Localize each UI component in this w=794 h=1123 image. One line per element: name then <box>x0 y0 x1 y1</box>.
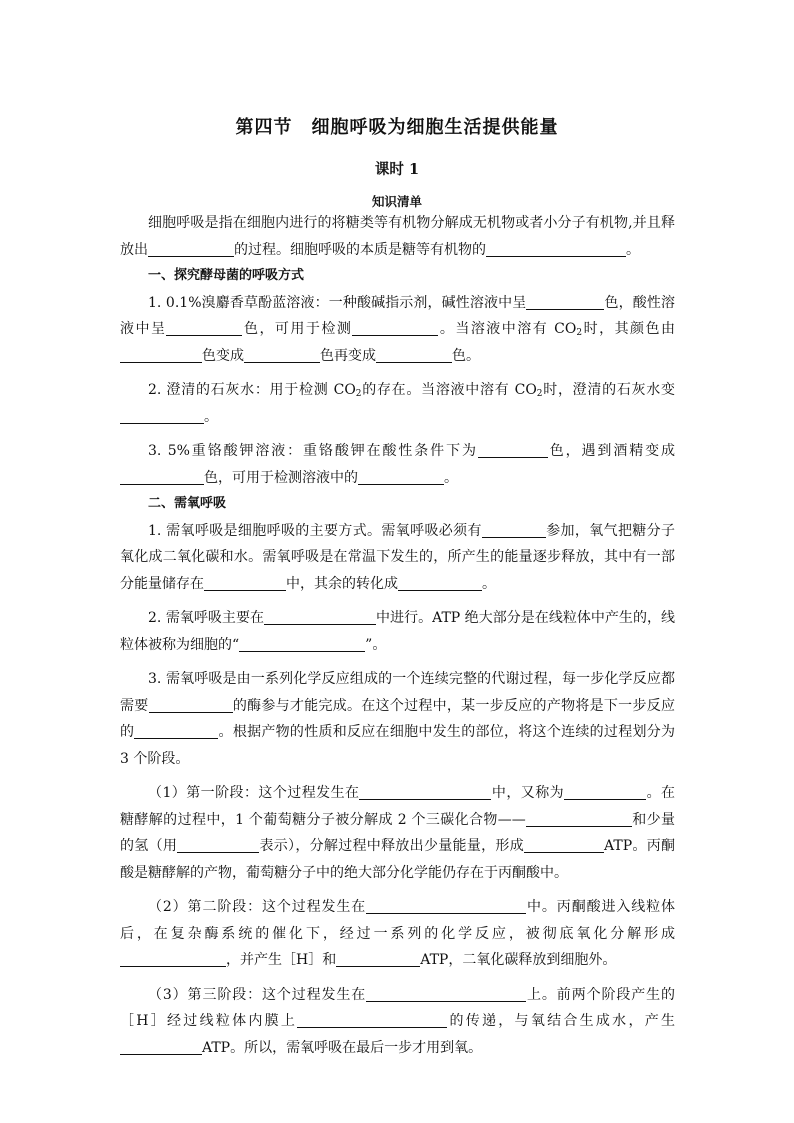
intro-text: 。 <box>626 241 640 258</box>
item-text: 。当溶液中溶有 CO <box>438 321 577 337</box>
item-text: 的传递，与氧结合生成水，产生 <box>447 1013 675 1029</box>
blank <box>134 723 218 739</box>
blank <box>366 986 526 1002</box>
blank <box>336 951 420 967</box>
blank <box>166 320 242 336</box>
item-text: ATP。所以，需氧呼吸在最后一步才用到氧。 <box>202 1039 483 1056</box>
blank <box>120 951 226 967</box>
item-text: ，并产生［H］和 <box>226 952 337 968</box>
blank <box>244 347 320 363</box>
item-text: （1）第一阶段：这个过程发生在 <box>148 785 360 801</box>
intro-paragraph <box>120 210 675 263</box>
subscript: 2 <box>576 328 583 338</box>
worksheet-content <box>120 210 675 1061</box>
intro-text: 的过程。细胞呼吸的本质是糖等有机物的 <box>234 241 486 258</box>
blank <box>366 898 526 914</box>
item-text: 色再变成 <box>320 347 376 364</box>
item-text: 的存在。当溶液中溶有 CO <box>361 382 537 398</box>
blank <box>478 442 548 458</box>
item-text: （3）第三阶段：这个过程发生在 <box>148 986 367 1003</box>
item-mitochondria <box>120 605 675 658</box>
item-text: 中进行。ATP 绝大部分是在线粒体中产生的，线粒体被称为细胞的“ <box>120 610 675 653</box>
item-text: （2）第二阶段：这个过程发生在 <box>148 899 367 915</box>
item-bromothymol <box>120 290 675 370</box>
blank <box>482 522 546 538</box>
intro-text: 细胞呼吸是指在细胞内进行的将糖类等有机物分解成无机物或者小分子有机物,并且释放出 <box>120 215 675 258</box>
blank <box>148 241 234 257</box>
blank <box>297 1012 447 1028</box>
item-text: 3. 5%重铬酸钾溶液：重铬酸钾在酸性条件下为 <box>148 443 478 459</box>
item-metabolic-process <box>120 666 675 772</box>
item-text: 色。 <box>452 347 480 364</box>
item-text: 的酶参与才能完成。在这个过程中，某一步反应的产物将是下一步反应的 <box>120 697 675 740</box>
item-dichromate <box>120 438 675 491</box>
section-label: 知识清单 <box>371 194 422 209</box>
blank <box>526 811 632 827</box>
item-text: 色，遇到酒精变成 <box>547 443 675 459</box>
item-text: 表示），分解过程中释放出少量能量，形成 <box>259 838 525 854</box>
lesson-subtitle: 课时 1 <box>374 161 420 178</box>
stage-three <box>120 982 675 1062</box>
item-text: ”。 <box>365 636 387 653</box>
blank <box>177 837 259 853</box>
blank <box>376 347 452 363</box>
stage-two <box>120 894 675 974</box>
blank <box>359 784 491 800</box>
blank <box>204 575 286 591</box>
item-text: 。 <box>204 408 218 425</box>
item-text: 1. 需氧呼吸是细胞呼吸的主要方式。需氧呼吸必须有 <box>148 522 482 539</box>
item-text: 2. 澄清的石灰水：用于检测 CO <box>148 382 356 398</box>
blank <box>239 636 365 652</box>
stage-one <box>120 780 675 886</box>
page-title: 第四节 细胞呼吸为细胞生活提供能量 <box>235 117 559 138</box>
blank <box>398 575 482 591</box>
blank <box>486 241 626 257</box>
item-text: 和少量的氢（用 <box>120 811 675 854</box>
item-text: 色，可用于检测溶液中的 <box>204 469 358 486</box>
subscript: 2 <box>355 389 362 399</box>
blank <box>524 837 604 853</box>
item-text: 时，澄清的石灰水变 <box>542 382 675 398</box>
item-text: 中。丙酮酸进入线粒体后，在复杂酶系统的催化下，经过一系列的化学反应，被彻底氧化分解形成 <box>120 899 675 942</box>
blank <box>120 469 204 485</box>
blank <box>120 347 202 363</box>
blank <box>120 408 204 424</box>
item-text: ATP，二氧化碳释放到细胞外。 <box>420 952 617 968</box>
item-text: 色，酸性溶液中呈 <box>120 294 676 337</box>
item-text: 1. 0.1%溴麝香草酚蓝溶液：一种酸碱指示剂，碱性溶液中呈 <box>148 294 527 311</box>
blank <box>149 697 233 713</box>
item-text: 3. 需氧呼吸是由一系列化学反应组成的一个连续完整的代谢过程，每一步化学反应都需要 <box>120 671 675 714</box>
item-aerobic-main <box>120 518 675 598</box>
section-heading-aerobic: 二、需氧呼吸 <box>148 496 227 511</box>
blank <box>120 1039 202 1055</box>
blank <box>358 469 444 485</box>
blank <box>526 294 604 310</box>
section-heading-yeast: 一、探究酵母菌的呼吸方式 <box>148 268 305 283</box>
item-text: 参加，氧气把糖分子氧化成二氧化碳和水。需氧呼吸是在常温下发生的，所产生的能量逐步释放，其中有一部分能量储存在 <box>120 522 676 592</box>
item-text: 。 <box>482 575 496 592</box>
item-text: 色，可用于检测 <box>242 321 353 337</box>
blank <box>264 609 376 625</box>
item-limewater <box>120 377 675 430</box>
item-text: 中，又称为 <box>491 785 565 801</box>
item-text: 上。前两个阶段产生的［H］经过线粒体内膜上 <box>120 986 675 1029</box>
item-text: 。根据产物的性质和反应在细胞中发生的部位，将这个连续的过程划分为 3 个阶段。 <box>120 724 676 767</box>
subscript: 2 <box>536 389 543 399</box>
item-text: 。 <box>444 469 458 486</box>
item-text: 色变成 <box>202 347 244 364</box>
item-text: 时，其颜色由 <box>582 321 676 337</box>
item-text: 。在糖酵解的过程中，1 个葡萄糖分子被分解成 2 个三碳化合物—— <box>120 785 676 828</box>
item-text: ATP。丙酮酸是糖酵解的产物，葡萄糖分子中的绝大部分化学能仍存在于丙酮酸中。 <box>120 838 675 881</box>
item-text: 2. 需氧呼吸主要在 <box>148 610 264 626</box>
item-text: 中，其余的转化成 <box>286 575 398 592</box>
blank <box>564 784 646 800</box>
blank <box>352 320 438 336</box>
